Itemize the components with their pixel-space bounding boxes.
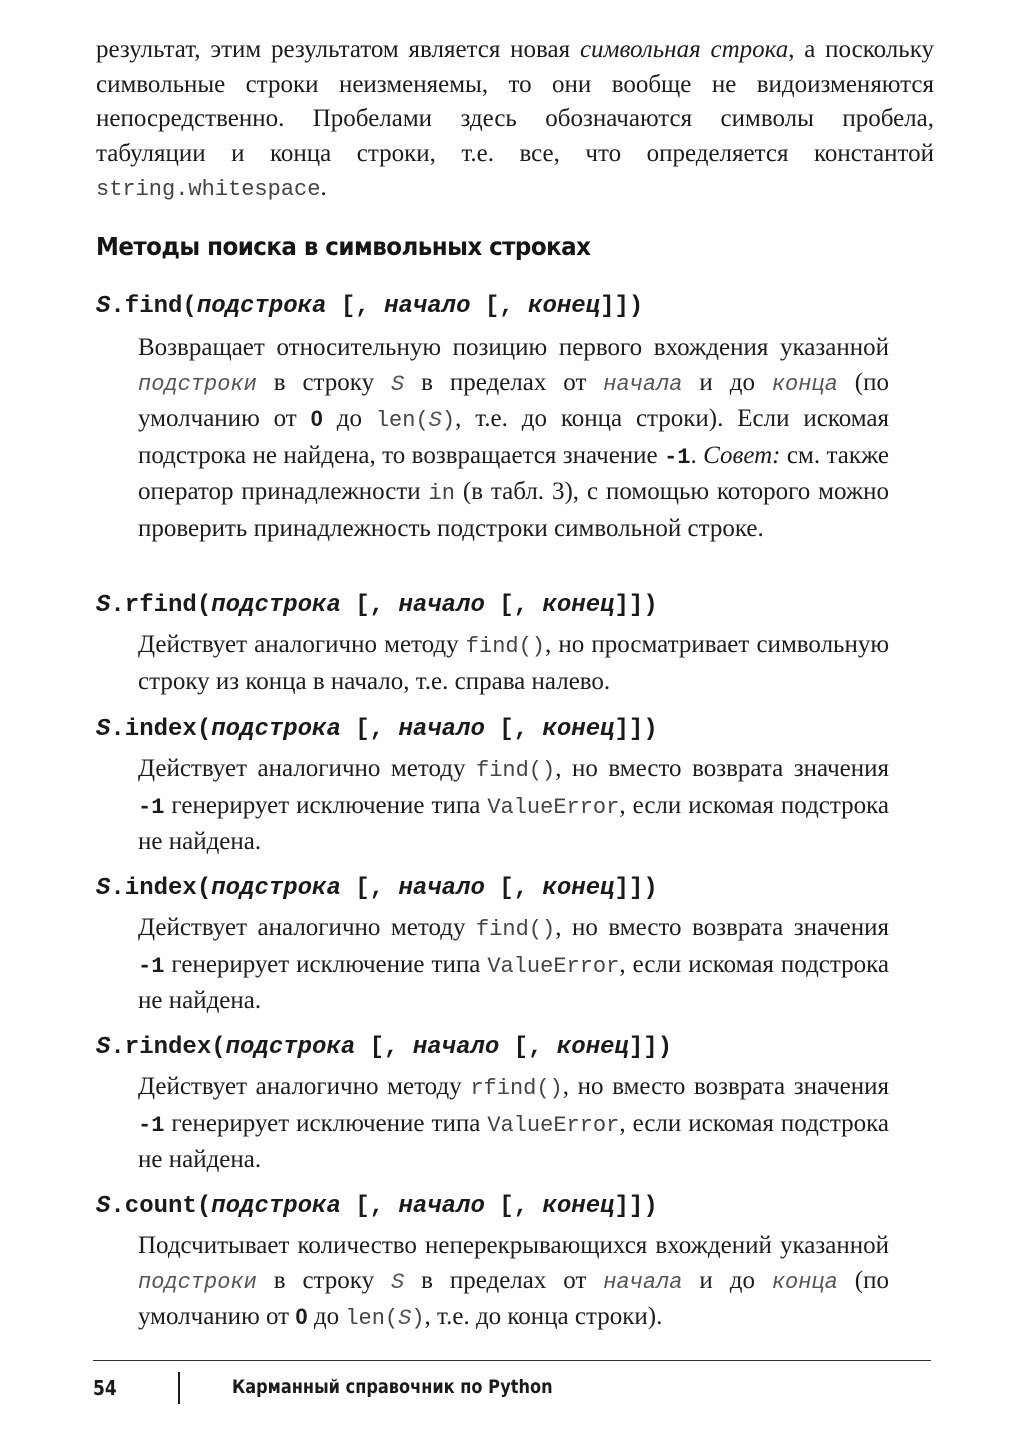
desc-text: . — [690, 441, 704, 469]
sig-method: .index( — [110, 716, 212, 743]
intro-text: результат, этим результатом является новая — [96, 36, 580, 63]
method-signature-rfind — [96, 592, 658, 619]
desc-code: find() — [476, 758, 556, 783]
sig-punct: [, — [484, 1193, 543, 1220]
desc-text: Действует аналогично методу — [138, 755, 476, 782]
sig-param: подстрока — [211, 875, 341, 902]
desc-text: в строку — [256, 368, 391, 396]
sig-punct: [, — [484, 592, 543, 619]
desc-param: S — [391, 1269, 405, 1295]
sig-method: .find( — [110, 293, 197, 320]
desc-param: конца — [771, 371, 838, 397]
sig-object: S — [96, 875, 111, 902]
desc-text: и до — [682, 368, 772, 396]
sig-param: конец — [556, 1034, 629, 1061]
desc-code: ValueError — [487, 794, 620, 820]
intro-paragraph — [96, 33, 934, 208]
desc-code: rfind() — [470, 1076, 563, 1101]
sig-punct: [, — [326, 293, 385, 320]
desc-advice: Совет: — [703, 441, 781, 469]
sig-punct: [, — [340, 875, 399, 902]
intro-constant: string.whitespace — [96, 177, 321, 202]
method-signature-rindex — [96, 1034, 672, 1061]
desc-text: до — [322, 405, 376, 432]
desc-code: len( — [375, 408, 429, 433]
desc-code: in — [428, 481, 455, 506]
desc-param: начала — [603, 371, 683, 397]
sig-punct: ]]) — [600, 293, 644, 320]
desc-text: , но вместо возврата значения — [555, 914, 889, 941]
desc-code: ) — [411, 1306, 425, 1331]
sig-method: .index( — [110, 875, 212, 902]
sig-param: конец — [528, 293, 601, 320]
method-signature-index — [96, 875, 658, 902]
desc-text: в строку — [256, 1266, 391, 1294]
desc-text: и до — [682, 1266, 772, 1294]
sig-param: подстрока — [225, 1034, 356, 1061]
sig-object: S — [96, 716, 111, 743]
desc-value: 0 — [310, 406, 323, 431]
sig-punct: [, — [484, 875, 543, 902]
method-description-index — [138, 911, 889, 1019]
desc-param: подстроки — [138, 1269, 257, 1295]
desc-code: find() — [476, 917, 556, 942]
sig-param: конец — [542, 716, 615, 743]
sig-object: S — [96, 592, 111, 619]
desc-text: , но просматривает символьную строку из конца в начало, т.е. справа налево. — [138, 631, 889, 695]
desc-code: ) — [441, 408, 456, 433]
sig-param: начало — [384, 293, 471, 320]
sig-punct: [, — [484, 716, 543, 743]
desc-text: , если искомая подстрока не найдена. — [138, 1109, 889, 1173]
sig-punct: ]]) — [614, 1193, 658, 1220]
desc-code: ValueError — [487, 953, 620, 979]
method-signature-count — [96, 1193, 658, 1220]
sig-method: .rfind( — [110, 592, 212, 619]
intro-text: , а поскольку символьные строки неизменяемы, то они вообще не видоизменяются непосредственно. Пробелами здесь обозначаются символы пробела, табуляции и конца строки, т.е. все, что определяется константой — [96, 36, 934, 167]
section-title: Методы поиска в символьных строках — [96, 232, 591, 261]
desc-text: (в табл. 3), с помощью которого можно проверить принадлежность подстроки символьной строке. — [138, 478, 889, 542]
sig-param: начало — [398, 592, 485, 619]
sig-method: .count( — [110, 1193, 212, 1220]
footer-divider — [93, 1360, 931, 1361]
method-description-find — [138, 331, 889, 546]
sig-object: S — [96, 1193, 111, 1220]
desc-param: S — [398, 1306, 412, 1331]
sig-punct: ]]) — [614, 592, 658, 619]
desc-value: -1 — [138, 953, 165, 979]
method-description-rindex — [138, 1070, 889, 1178]
intro-italic-term: символьная строка — [579, 36, 789, 63]
desc-text: Действует аналогично методу — [138, 1073, 471, 1100]
desc-text: Подсчитывает количество неперекрывающихся вхождений указанной — [138, 1232, 889, 1259]
desc-text: в пределах от — [404, 1266, 604, 1294]
desc-param: S — [391, 371, 405, 397]
sig-param: подстрока — [196, 293, 327, 320]
desc-value: -1 — [664, 444, 691, 470]
sig-param: начало — [412, 1034, 500, 1061]
desc-text: Возвращает относительную позицию первого вхождения указанной — [138, 334, 889, 361]
desc-text: генерирует исключение типа — [164, 950, 488, 978]
sig-punct: ]]) — [614, 716, 658, 743]
sig-param: начало — [398, 1193, 485, 1220]
sig-punct: [, — [340, 1193, 399, 1220]
sig-param: подстрока — [211, 592, 341, 619]
desc-value: 0 — [295, 1304, 308, 1329]
desc-text: генерирует исключение типа — [164, 791, 488, 819]
intro-text: . — [320, 174, 327, 201]
sig-method: .rindex( — [110, 1034, 226, 1061]
desc-param: начала — [603, 1269, 683, 1295]
desc-text: , т.е. до конца строки). — [424, 1303, 663, 1330]
sig-punct: ]]) — [628, 1034, 673, 1061]
sig-param: конец — [542, 592, 615, 619]
sig-object: S — [96, 293, 111, 320]
method-description-count — [138, 1229, 889, 1337]
sig-punct: ]]) — [614, 875, 658, 902]
method-description-rfind — [138, 628, 889, 699]
footer-separator — [178, 1372, 180, 1404]
desc-text: (по умолчанию от — [138, 1266, 889, 1330]
method-description-index — [138, 752, 889, 860]
sig-punct: [, — [499, 1034, 557, 1061]
method-signature-index — [96, 716, 658, 743]
desc-text: , т.е. до конца строки). Если искомая подстрока не найдена, то возвращается значение — [138, 405, 889, 469]
desc-value: -1 — [138, 794, 165, 820]
running-title: Карманный справочник по Python — [232, 1376, 553, 1398]
sig-punct: [, — [340, 716, 399, 743]
desc-text: до — [307, 1303, 346, 1330]
desc-text: Действует аналогично методу — [138, 914, 476, 941]
sig-object: S — [96, 1034, 111, 1061]
desc-text: , если искомая подстрока не найдена. — [138, 950, 889, 1014]
desc-code: len( — [345, 1306, 399, 1331]
sig-param: подстрока — [211, 716, 341, 743]
desc-param: конца — [771, 1269, 838, 1295]
sig-punct: [, — [470, 293, 529, 320]
desc-code: ValueError — [487, 1112, 620, 1138]
sig-punct: [, — [355, 1034, 413, 1061]
desc-value: -1 — [138, 1112, 165, 1138]
method-signature-find — [96, 293, 643, 320]
desc-code: find() — [465, 634, 546, 659]
sig-param: начало — [398, 716, 485, 743]
sig-param: подстрока — [211, 1193, 341, 1220]
desc-text: см. также оператор принадлежности — [138, 441, 890, 505]
sig-punct: [, — [340, 592, 399, 619]
page-number: 54 — [93, 1376, 117, 1400]
desc-param: подстроки — [138, 371, 257, 397]
desc-text: , но вместо возврата значения — [555, 755, 889, 782]
sig-param: конец — [542, 875, 615, 902]
desc-text: Действует аналогично методу — [138, 631, 466, 658]
sig-param: конец — [542, 1193, 615, 1220]
desc-text: в пределах от — [404, 368, 604, 396]
desc-text: генерирует исключение типа — [164, 1109, 488, 1137]
desc-text: , если искомая подстрока не найдена. — [138, 791, 889, 855]
desc-param: S — [428, 408, 442, 433]
sig-param: начало — [398, 875, 485, 902]
desc-text: (по умолчанию от — [138, 368, 889, 432]
desc-text: , но вместо возврата значения — [562, 1073, 889, 1100]
